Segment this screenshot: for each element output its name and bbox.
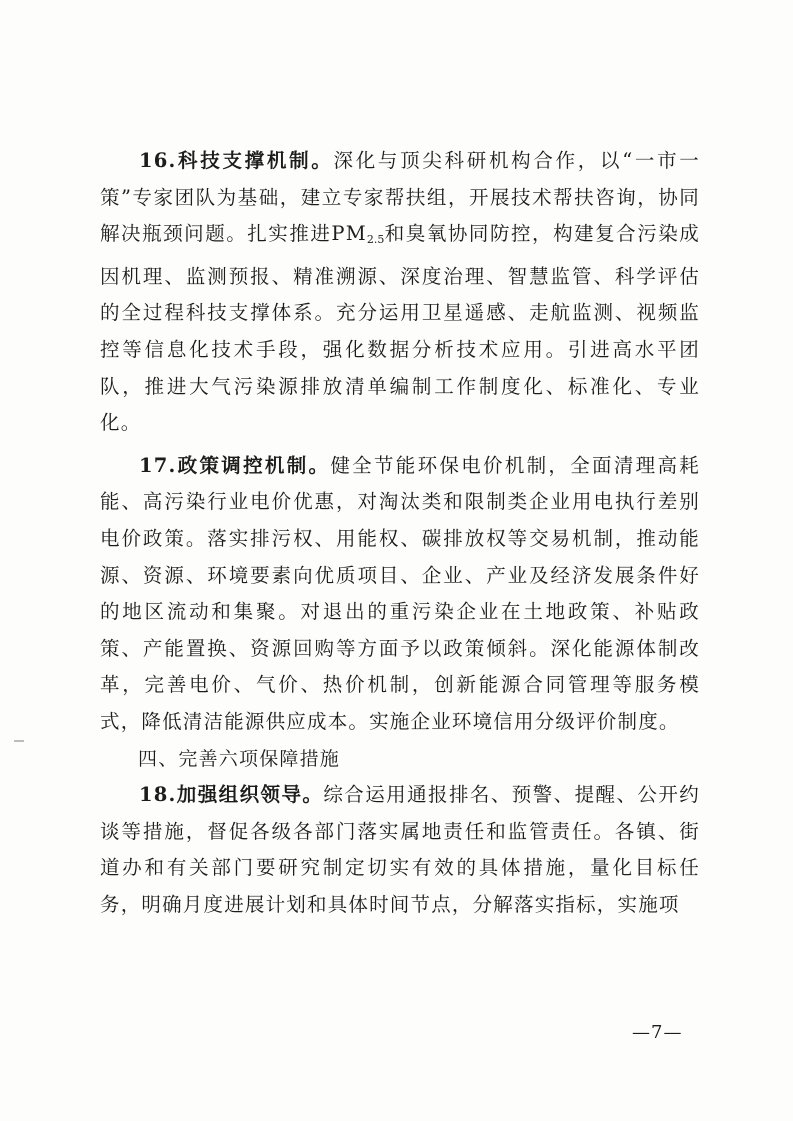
paragraph-text: 深化与顶尖科研机构合作，以“一市一策”专家团队为基础，建立专家帮扶组，开展技术帮扶咨询，协同解决瓶颈问题。扎实推进PM bbox=[100, 149, 700, 246]
paragraph-title: 科技支撑机制。 bbox=[176, 149, 334, 172]
paragraph-title: 加强组织领导。 bbox=[176, 783, 324, 807]
paragraph-number: 17. bbox=[139, 453, 177, 477]
paragraph-text: 和臭氧协同防控，构建复合污染成因机理、监测预报、精准溯源、深度治理、智慧监管、科学评估的全过程科技支撑体系。充分运用卫星遥感、走航监测、视频监控等信息化技术手段，强化数据分析技术应用。引进高水平团队，推进大气污染源排放清单编制工作制度化、标准化、专业化。 bbox=[100, 222, 700, 435]
document-body bbox=[100, 143, 700, 923]
paragraph-title: 政策调控机制。 bbox=[176, 453, 331, 477]
margin-mark bbox=[14, 740, 24, 742]
paragraph-18 bbox=[100, 777, 700, 923]
paragraph-text: 综合运用通报排名、预警、提醒、公开约谈等措施，督促各级各部门落实属地责任和监管责任。各镇、街道办和有关部门要研究制定切实有效的具体措施，量化目标任务，明确月度进展计划和具体时间节点，分解落实指标，实施项 bbox=[100, 783, 700, 916]
page-number: —7— bbox=[632, 1022, 683, 1043]
paragraph-16 bbox=[100, 143, 700, 442]
paragraph-number: 16. bbox=[139, 149, 177, 172]
paragraph-number: 18. bbox=[139, 783, 177, 807]
section-heading: 四、完善六项保障措施 bbox=[138, 747, 341, 770]
subscript: 2.5 bbox=[366, 233, 385, 247]
paragraph-text: 健全节能环保电价机制，全面清理高耗能、高污染行业电价优惠，对淘汰类和限制类企业用电执行差别电价政策。落实排污权、用能权、碳排放权等交易机制，推动能源、资源、环境要素向优质项目、企业、产业及经济发展条件好的地区流动和集聚。对退出的重污染企业在土地政策、补贴政策、产能置换、资源回购等方面予以政策倾斜。深化能源体制改革，完善电价、气价、热价机制，创新能源合同管理等服务模式，降低清洁能源供应成本。实施企业环境信用分级评价制度。 bbox=[100, 453, 700, 733]
paragraph-17 bbox=[100, 448, 700, 741]
